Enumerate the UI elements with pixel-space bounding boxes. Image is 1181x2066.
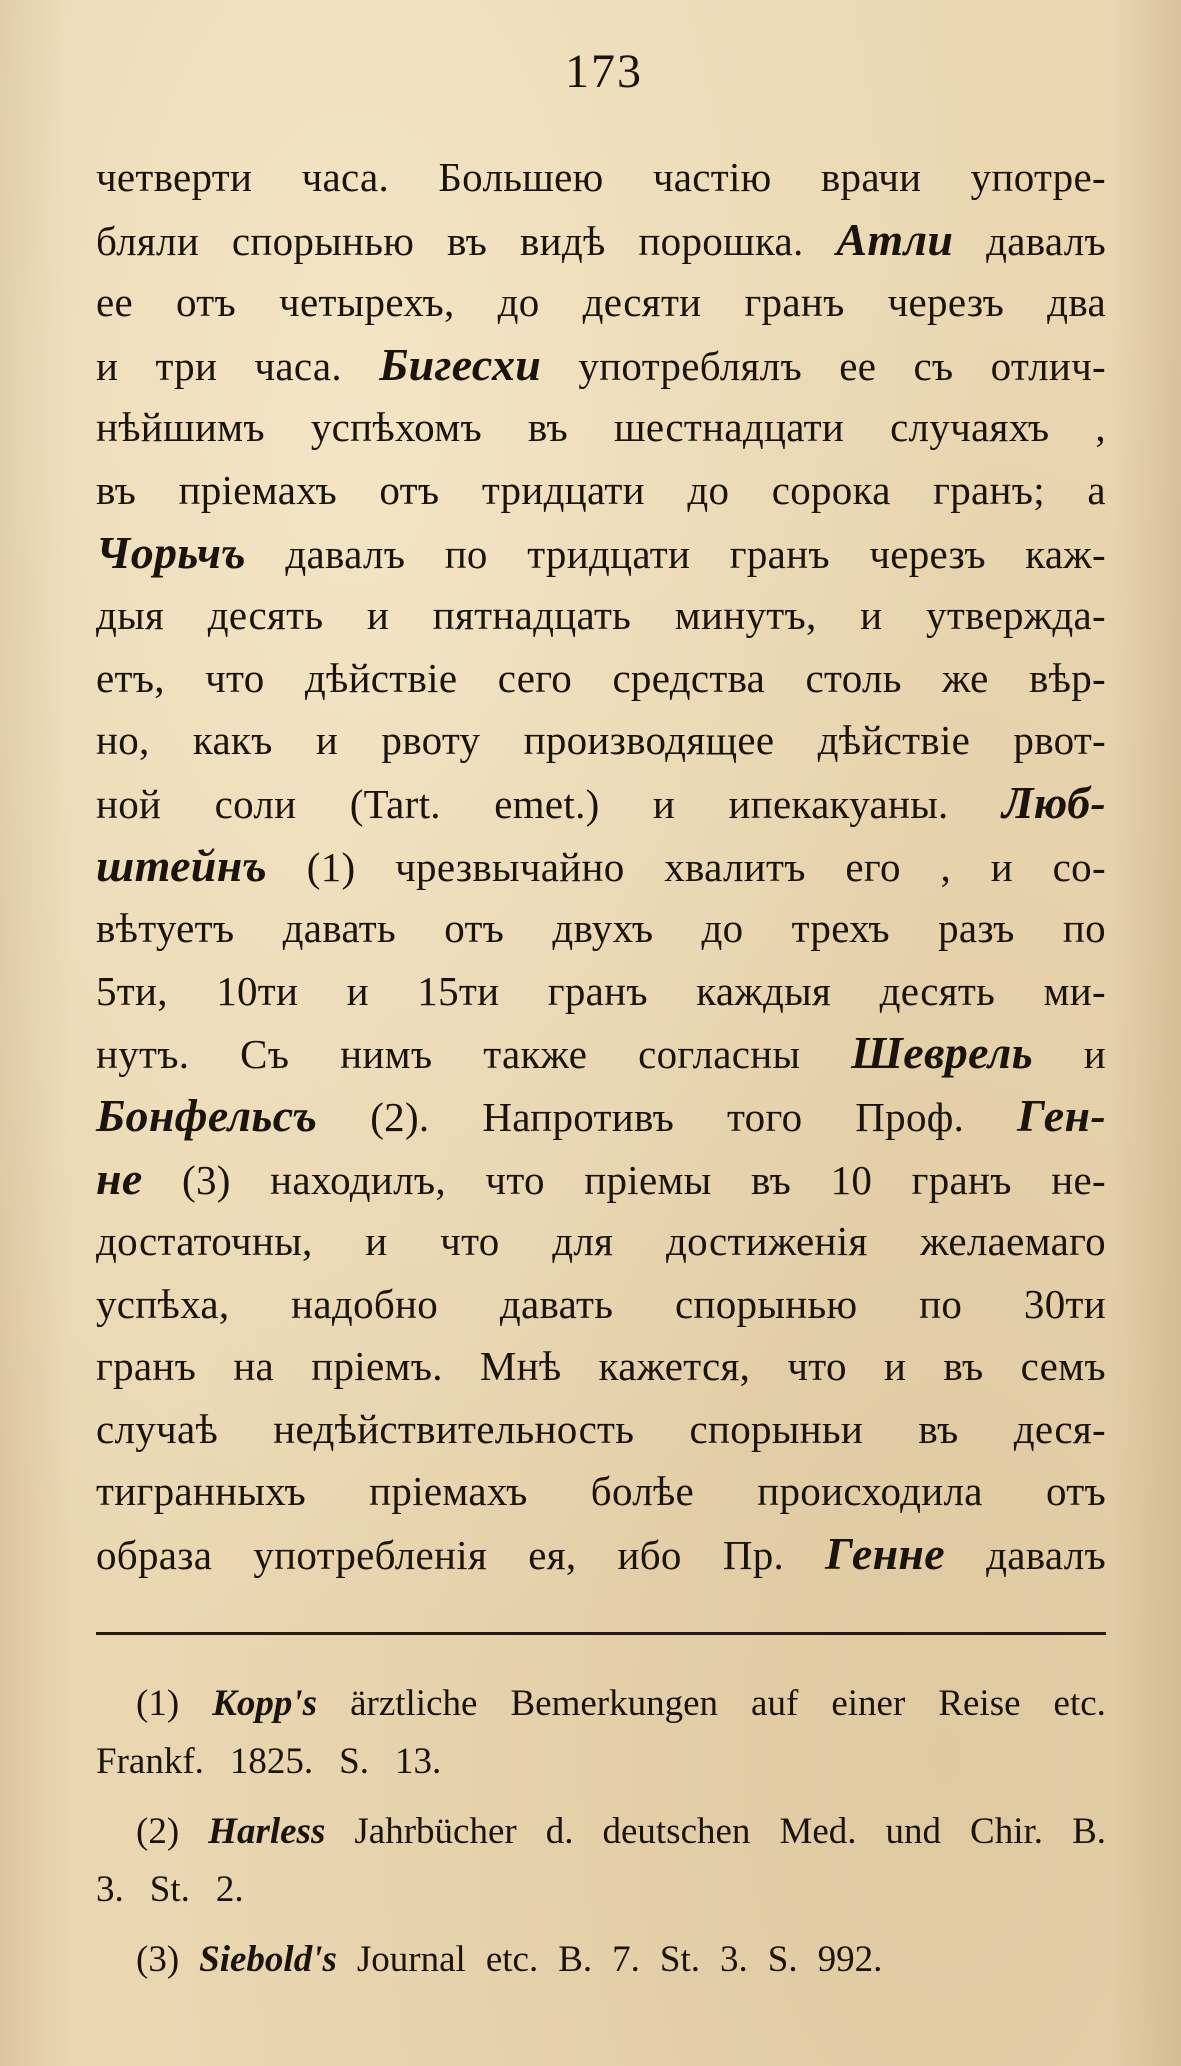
footnote-word: Chir. (970, 1810, 1044, 1852)
word: гранъ (547, 967, 648, 1014)
word: 30ти (1023, 1280, 1106, 1327)
word: бляли (96, 217, 200, 264)
word: часа. (301, 154, 390, 200)
author-name: Бигесхи (379, 338, 542, 390)
word: также (483, 1031, 588, 1078)
word: и (652, 780, 676, 827)
word: находилъ, (270, 1156, 446, 1203)
word: и (1083, 1031, 1106, 1078)
word: десяти (582, 279, 702, 326)
word: 5ти, (96, 967, 168, 1014)
author-name: Генне (825, 1528, 945, 1580)
word: ее (96, 279, 133, 326)
book-page (96, 40, 1106, 2030)
word: недѣйствительность (273, 1405, 635, 1452)
text-line (96, 1398, 1106, 1461)
footnote-word: deutschen (602, 1810, 751, 1852)
word: что (440, 1218, 500, 1265)
word: отъ (1046, 1468, 1106, 1515)
word: вѣтуетъ (96, 905, 235, 952)
word: случаяхъ (890, 404, 1050, 451)
word: Напротивъ (482, 1093, 675, 1140)
word: отлич- (990, 342, 1106, 389)
author-name: Атли (836, 213, 954, 265)
footnote-word: St. (659, 1938, 701, 1980)
word: его (845, 843, 901, 890)
word: рвоту (381, 717, 481, 764)
word: дѣйствіе (817, 717, 971, 764)
page-number: 173 (565, 45, 643, 98)
word: гранъ; (933, 466, 1045, 513)
word: давалъ (986, 1532, 1106, 1579)
footnote-word: Frankf. (96, 1740, 204, 1782)
word: десять (879, 967, 996, 1014)
word: согласны (638, 1031, 801, 1078)
word: отъ (176, 279, 237, 326)
word: для (552, 1218, 614, 1265)
footnote-word: Med. (779, 1810, 857, 1852)
word: утвержда- (926, 592, 1106, 639)
word: нимъ (340, 1031, 433, 1078)
word: средства (612, 654, 766, 701)
footnote-word: Reise (938, 1682, 1021, 1724)
footnote-line (96, 1861, 1106, 1919)
word: семъ (1020, 1343, 1106, 1390)
word: не- (1051, 1156, 1106, 1203)
word: ипекакуаны. (728, 780, 949, 827)
word: достаточны, (96, 1218, 313, 1265)
text-line (96, 1210, 1106, 1273)
footnote-word: St. (149, 1868, 190, 1910)
word: гранъ (744, 279, 845, 326)
word: достиженія (665, 1218, 868, 1265)
word: а (1087, 466, 1106, 513)
word: десять (207, 592, 324, 639)
word: съ (913, 342, 954, 389)
footnote-word: 13. (394, 1740, 442, 1782)
text-line (96, 1273, 1106, 1336)
word: и (315, 717, 339, 764)
word: частію (652, 154, 772, 200)
word: гранъ (96, 1343, 197, 1390)
word: нутъ. (96, 1031, 190, 1078)
word: но, (96, 717, 150, 764)
author-name: не (96, 1152, 143, 1204)
word: по (1062, 905, 1106, 952)
word: каждыя (696, 967, 832, 1014)
main-text (96, 146, 1106, 1586)
word: отъ (379, 466, 440, 513)
footnote-word: etc. (485, 1938, 539, 1980)
word: желаемаго (920, 1218, 1106, 1265)
text-line (96, 1148, 1106, 1211)
text-line (96, 835, 1106, 898)
word: Пр. (722, 1532, 785, 1579)
text-line (96, 772, 1106, 835)
word: вѣр- (1028, 654, 1106, 701)
word: въ (943, 1343, 984, 1390)
text-line (96, 584, 1106, 647)
footnote-word: S. (767, 1938, 798, 1980)
author-name: Люб- (1001, 776, 1106, 828)
word: тигранныхъ (96, 1468, 306, 1515)
word: чрезвычайно (395, 843, 625, 890)
word: въ (751, 1156, 792, 1203)
word: пріемы (584, 1156, 712, 1203)
footnote-word: auf (751, 1682, 799, 1724)
footnote-word: 1825. (229, 1740, 314, 1782)
word: до (701, 905, 744, 952)
word: и (366, 592, 390, 639)
word: Мнѣ (479, 1343, 562, 1390)
word: сорока (771, 466, 891, 513)
word: три (155, 342, 218, 389)
footnote-word: 992. (817, 1938, 883, 1980)
word: какъ (192, 717, 273, 764)
word: производящее (523, 717, 775, 764)
text-line (96, 709, 1106, 772)
word: , (940, 843, 952, 890)
word: хвалитъ (664, 843, 806, 890)
word: что (485, 1156, 545, 1203)
word: въ (447, 217, 488, 264)
author-name: Бонфельсъ (96, 1089, 318, 1141)
word: два (1047, 279, 1106, 326)
text-line (96, 1085, 1106, 1148)
word: по (444, 530, 488, 577)
word: нѣйшимъ (96, 404, 265, 451)
word: того (727, 1093, 803, 1140)
word: пріемъ. (311, 1343, 443, 1390)
word: пріемахъ (178, 466, 337, 513)
footnote-word: 2. (215, 1868, 244, 1910)
word: случаѣ (96, 1405, 219, 1452)
word: въ (527, 404, 569, 451)
word: Съ (240, 1031, 290, 1078)
word: тридцати (481, 466, 645, 513)
word: гранъ (911, 1156, 1012, 1203)
footnote-marker: (2) (136, 1810, 180, 1852)
text-line (96, 146, 1106, 209)
word: отъ (444, 905, 505, 952)
word: гранъ (729, 530, 830, 577)
footnote-word: einer (831, 1682, 906, 1724)
footnote-word: Jahrbücher (354, 1810, 517, 1852)
footnote-line (96, 1675, 1106, 1733)
word: до (497, 279, 540, 326)
text-line (96, 459, 1106, 522)
footnotes (96, 1675, 1106, 1989)
text-line (96, 271, 1106, 334)
word: (1) (306, 843, 356, 890)
author-name: Чорьчъ (96, 526, 246, 578)
word: и (990, 843, 1013, 890)
footnote-line (96, 1931, 1106, 1989)
footnote-word: d. (545, 1810, 574, 1852)
text-line (96, 1022, 1106, 1085)
word: ее (839, 342, 877, 389)
word: же (942, 654, 989, 701)
word: надобно (291, 1280, 439, 1327)
footnote-word: etc. (1053, 1682, 1106, 1724)
word: минутъ, (674, 592, 817, 639)
footnote-word: B. (1072, 1810, 1106, 1852)
word: (3) (182, 1156, 231, 1203)
word: по (919, 1280, 963, 1327)
word: со- (1052, 843, 1106, 890)
author-name: штейнъ (96, 839, 268, 891)
author-name: Шеврель (851, 1027, 1033, 1079)
word: видѣ (520, 217, 606, 264)
word: дѣйствіе (304, 654, 458, 701)
word: Большею (438, 154, 604, 200)
footnote-word: S. (339, 1740, 369, 1782)
word: шестнадцати (613, 404, 845, 451)
word: пятнадцать (432, 592, 632, 639)
word: врачи (820, 154, 922, 200)
text-line (96, 647, 1106, 710)
word: трехъ (791, 905, 890, 952)
word: сего (497, 654, 573, 701)
word: въ (918, 1405, 959, 1452)
text-line (96, 396, 1106, 459)
word: деся- (1013, 1405, 1106, 1452)
word: тридцати (527, 530, 691, 577)
footnote-word: Journal (356, 1938, 466, 1980)
word: emet.) (494, 780, 600, 827)
text-line (96, 522, 1106, 585)
word: спорынью (231, 217, 415, 264)
word: давалъ (285, 530, 406, 577)
footnote-author: Harless (208, 1810, 326, 1852)
word: въ (96, 466, 137, 513)
text-line (96, 209, 1106, 272)
author-name: Ген- (1017, 1089, 1106, 1141)
word: (2). (370, 1093, 430, 1140)
word: ея, (528, 1532, 577, 1579)
word: и (346, 967, 369, 1014)
footnote-word: B. (558, 1938, 593, 1980)
word: что (205, 654, 265, 701)
word: каж- (1025, 530, 1106, 577)
word: спорыньи (689, 1405, 864, 1452)
word: употреблялъ (578, 342, 803, 389)
footnote-word: Bemerkungen (510, 1682, 719, 1724)
footnote-author: Kopp's (212, 1682, 318, 1724)
word: етъ, (96, 654, 165, 701)
word: четверти (96, 154, 253, 200)
word: ной (96, 780, 162, 827)
text-line (96, 897, 1106, 960)
word: давалъ (986, 217, 1106, 264)
footnote-word: ärztliche (350, 1682, 478, 1724)
word: рвот- (1013, 717, 1106, 764)
word: 15ти (417, 967, 500, 1014)
footnote-word: 7. (612, 1938, 640, 1980)
word: употре- (970, 154, 1106, 200)
word: ибо (617, 1532, 682, 1579)
footnote-word: 3. (720, 1938, 748, 1980)
text-line (96, 960, 1106, 1023)
word: черезъ (869, 530, 986, 577)
word: часа. (254, 342, 342, 389)
word: , (1095, 404, 1106, 451)
footnote-word: und (885, 1810, 942, 1852)
text-line (96, 1335, 1106, 1398)
word: и (365, 1218, 388, 1265)
word: разъ (938, 905, 1015, 952)
word: четырехъ, (279, 279, 455, 326)
word: дыя (96, 592, 165, 639)
word: пріемахъ (369, 1468, 528, 1515)
word: двухъ (552, 905, 654, 952)
footnote-marker: (3) (136, 1938, 180, 1980)
word: что (787, 1343, 847, 1390)
word: 10 (830, 1156, 873, 1203)
footnote-marker: (1) (136, 1682, 180, 1724)
footnote-line (96, 1733, 1106, 1791)
word: на (233, 1343, 275, 1390)
word: употребленія (253, 1532, 488, 1579)
word: успѣха, (96, 1280, 230, 1327)
word: соли (214, 780, 297, 827)
word: (Tart. (349, 780, 441, 827)
word: 10ти (216, 967, 299, 1014)
word: и (96, 342, 119, 389)
word: Проф. (855, 1093, 965, 1140)
text-line (96, 334, 1106, 397)
word: ми- (1043, 967, 1106, 1014)
word: черезъ (887, 279, 1005, 326)
word: образа (96, 1532, 213, 1579)
footnote-line (96, 1803, 1106, 1861)
text-line (96, 1460, 1106, 1523)
word: кажется, (598, 1343, 751, 1390)
word: происходила (757, 1468, 983, 1515)
word: столь (805, 654, 902, 701)
footnote-separator (96, 1632, 1106, 1635)
word: порошка. (638, 217, 804, 264)
word: давать (282, 905, 396, 952)
word: и (860, 592, 883, 639)
text-line (96, 1523, 1106, 1586)
word: болѣе (590, 1468, 695, 1515)
footnote-word: 3. (96, 1868, 124, 1910)
word: давать (499, 1280, 614, 1327)
word: спорынью (675, 1280, 858, 1327)
footnote-author: Siebold's (199, 1938, 337, 1980)
word: до (687, 466, 730, 513)
word: успѣхомъ (310, 404, 482, 451)
word: и (883, 1343, 907, 1390)
